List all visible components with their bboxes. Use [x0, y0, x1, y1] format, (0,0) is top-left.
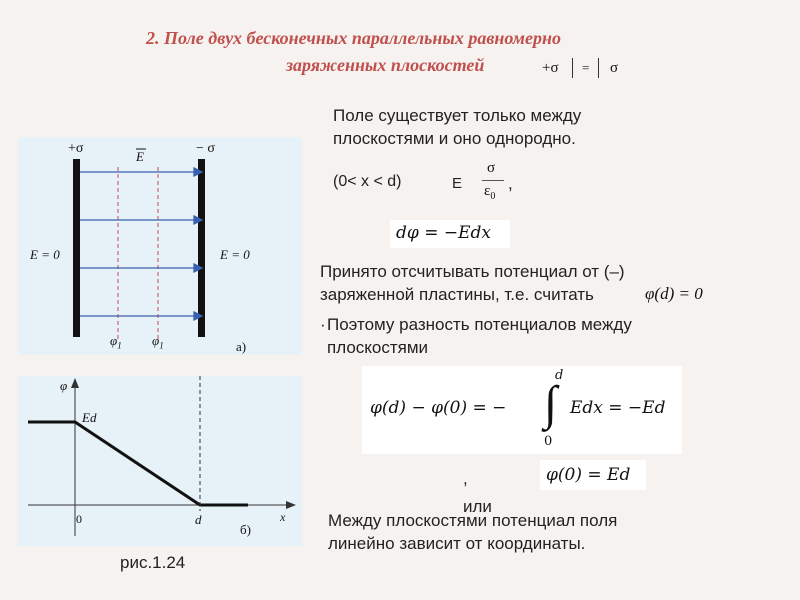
- label-minus-sigma: − σ: [196, 141, 215, 156]
- text-p3-line1: Поэтому разность потенциалов между: [327, 315, 632, 334]
- header-eq: =: [582, 60, 590, 75]
- text-p2-line1: Принято отсчитывать потенциал от (–): [320, 262, 625, 281]
- formula-phi0: φ(0) = Ed: [546, 465, 631, 485]
- slide-title-line1: 2. Поле двух бесконечных параллельных равномерно: [146, 28, 561, 48]
- y-axis-arrow: [71, 378, 79, 388]
- formula-int-upper: d: [555, 368, 564, 383]
- figure-b-label: б): [240, 522, 251, 537]
- figure-caption: рис.1.24: [120, 553, 186, 572]
- formula-dphi: dφ = −Edx: [396, 223, 491, 243]
- text-p1-line2: плоскостями и оно однородно.: [333, 129, 576, 148]
- text-ili: или: [463, 497, 492, 516]
- condition-E: E: [452, 175, 463, 192]
- formula-int-lower: 0: [544, 434, 553, 449]
- header-plus-sigma: +σ: [542, 60, 559, 76]
- formula-diff-left: φ(d) − φ(0) = −: [370, 398, 507, 418]
- integral-sign: ∫: [544, 377, 558, 430]
- figure-a-label: а): [236, 339, 247, 354]
- formula-diff-right: Edx = −Ed: [570, 398, 666, 418]
- left-plate: [73, 159, 80, 337]
- label-phi2: $\varphi_1$: [152, 333, 164, 351]
- text-comma: ,: [463, 469, 468, 488]
- condition-sigma: σ: [487, 160, 496, 176]
- label-E-left: E = 0: [30, 247, 60, 262]
- text-p4-line1: Между плоскостями потенциал поля: [328, 511, 618, 530]
- label-phi1: $\varphi_1$: [110, 333, 122, 351]
- potential-line: [28, 422, 248, 505]
- figure-a: [18, 137, 302, 355]
- condition-range: (0< x < d): [333, 173, 402, 190]
- text-p3-line2: плоскостями: [327, 338, 429, 357]
- formula-dphi-box: [390, 220, 510, 248]
- x-axis-arrow: [286, 501, 296, 509]
- label-E-vector: E: [136, 149, 144, 164]
- condition-epsilon: $\varepsilon_0$: [484, 183, 496, 202]
- figure-b: [18, 376, 302, 546]
- formula-phi0-box: [540, 460, 646, 490]
- slide-title-line2: заряженных плоскостей: [286, 55, 485, 75]
- text-p2-formula: φ(d) = 0: [645, 284, 703, 303]
- header-bar-1: [572, 58, 573, 78]
- condition-fraction-bar: [482, 180, 504, 181]
- text-p2-line2: заряженной пластины, т.е. считать: [320, 285, 594, 304]
- label-zero: 0: [76, 512, 82, 526]
- text-p1-line1: Поле существует только между: [333, 106, 582, 125]
- label-x: x: [280, 510, 286, 524]
- figure-b-graph: [18, 376, 302, 546]
- condition-comma: ,: [508, 174, 513, 193]
- label-plus-sigma: +σ: [68, 141, 84, 156]
- right-plate: [198, 159, 205, 337]
- label-Ed: Ed: [82, 410, 97, 425]
- label-d: d: [195, 512, 202, 527]
- figure-a-diagram: [18, 137, 302, 355]
- label-phi-axis: φ: [60, 378, 68, 393]
- text-p3-bullet: ·: [320, 315, 326, 334]
- field-arrows: [80, 168, 202, 320]
- header-formula: [540, 58, 630, 80]
- header-bar-2: [598, 58, 599, 78]
- label-E-right: E = 0: [220, 247, 250, 262]
- formula-integral-box: [362, 366, 682, 454]
- text-p4-line2: линейно зависит от координаты.: [328, 534, 586, 553]
- header-sigma: σ: [610, 60, 619, 76]
